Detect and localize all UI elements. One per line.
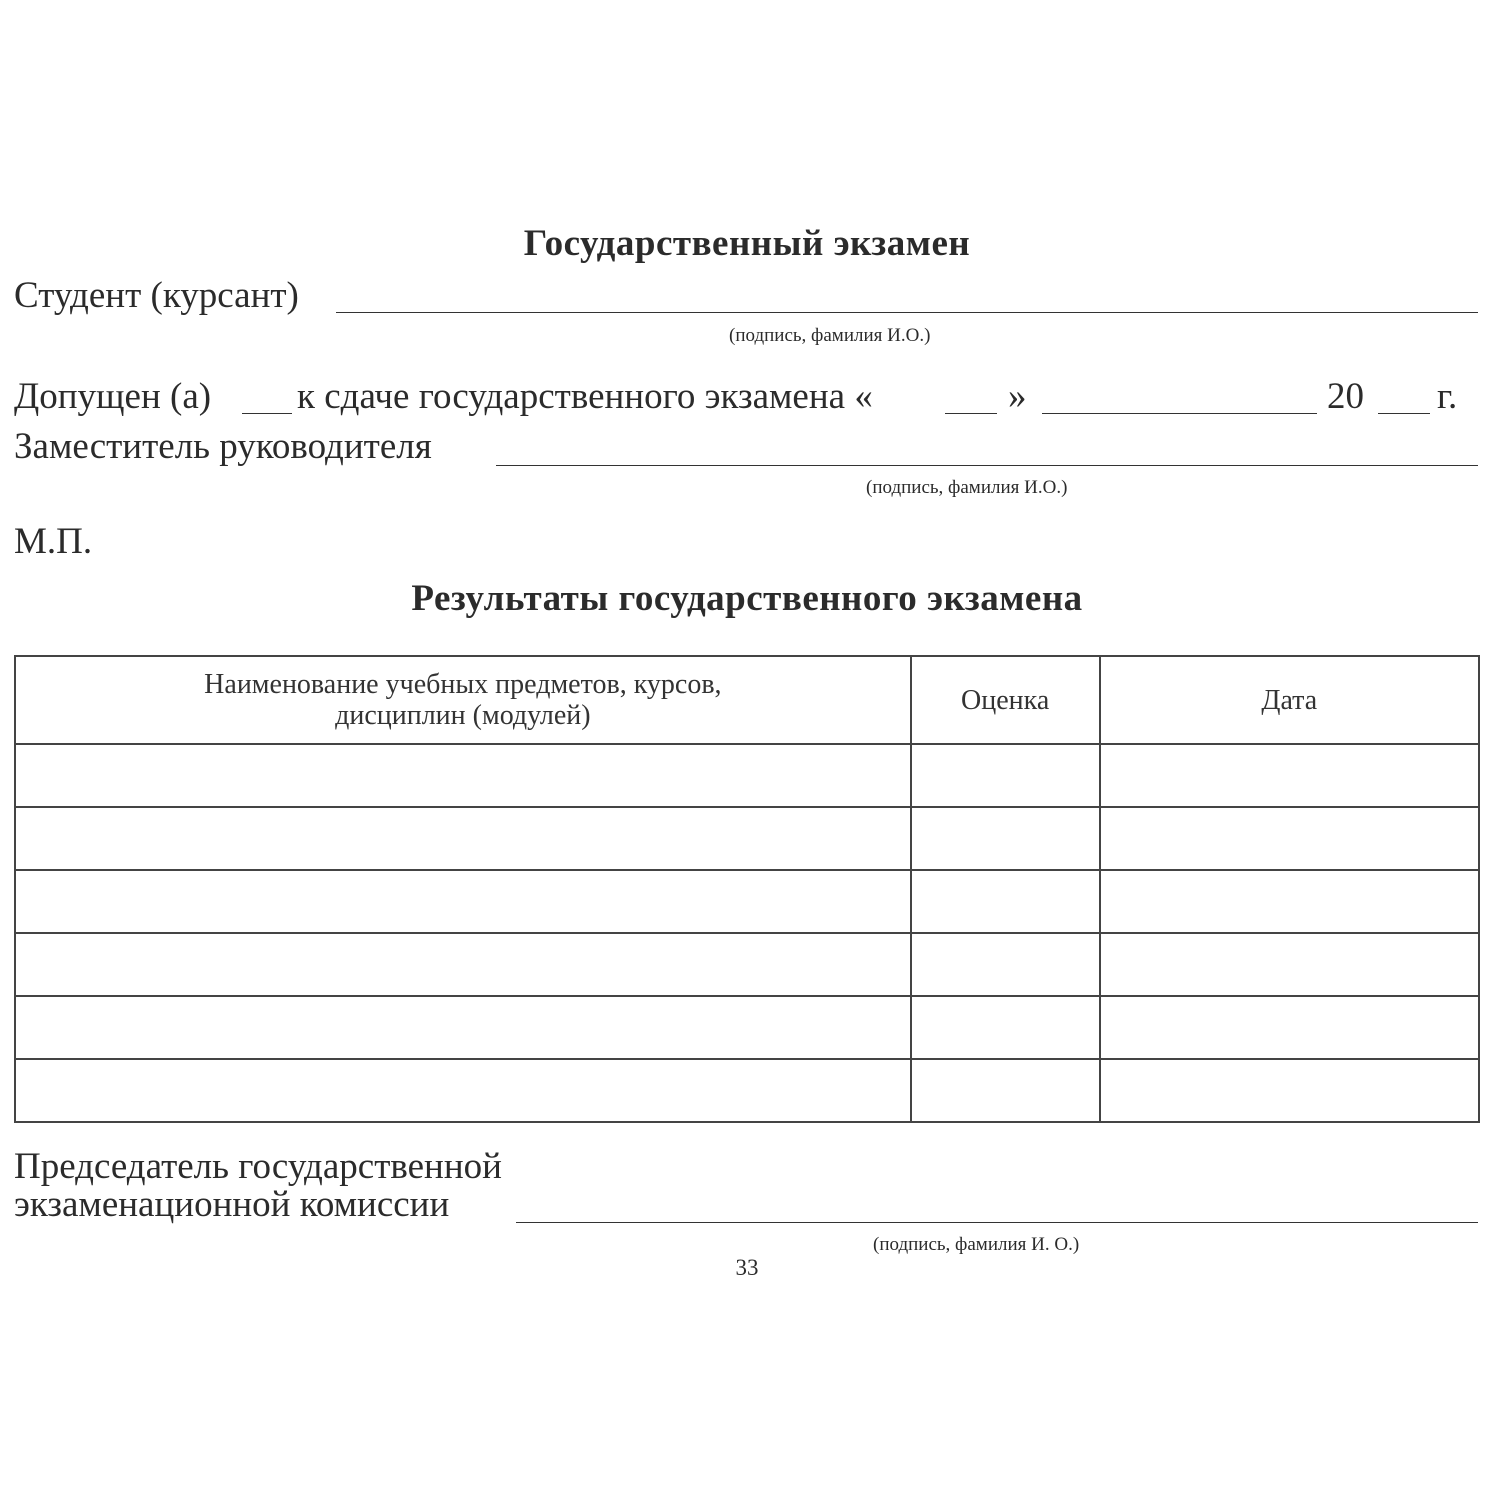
admission-year-prefix: 20 bbox=[1327, 376, 1364, 417]
table-row bbox=[15, 807, 1479, 870]
admission-exam-text: к сдаче государственного экзамена « bbox=[297, 376, 873, 417]
page-number: 33 bbox=[735, 1255, 759, 1280]
results-table bbox=[14, 655, 1480, 1123]
student-signature-caption: (подпись, фамилия И.О.) bbox=[729, 325, 931, 346]
date-cell[interactable] bbox=[1100, 1059, 1479, 1122]
column-header-subject: Наименование учебных предметов, курсов, дисциплин (модулей) bbox=[15, 656, 911, 744]
grade-cell[interactable] bbox=[911, 996, 1100, 1059]
table-row bbox=[15, 744, 1479, 807]
date-cell[interactable] bbox=[1100, 933, 1479, 996]
deputy-signature-line[interactable] bbox=[496, 465, 1478, 466]
column-header-date: Дата bbox=[1100, 656, 1479, 744]
results-title: Результаты государственного экзамена bbox=[411, 578, 1083, 619]
subject-cell[interactable] bbox=[15, 744, 911, 807]
admission-year-suffix: г. bbox=[1437, 376, 1458, 417]
subject-cell[interactable] bbox=[15, 996, 911, 1059]
deputy-label: Заместитель руководителя bbox=[14, 426, 432, 467]
date-cell[interactable] bbox=[1100, 870, 1479, 933]
grade-cell[interactable] bbox=[911, 744, 1100, 807]
date-cell[interactable] bbox=[1100, 807, 1479, 870]
column-header-grade: Оценка bbox=[911, 656, 1100, 744]
subject-cell[interactable] bbox=[15, 807, 911, 870]
deputy-signature-caption: (подпись, фамилия И.О.) bbox=[866, 477, 1068, 498]
subject-cell[interactable] bbox=[15, 1059, 911, 1122]
chairman-label-line2: экзаменационной комиссии bbox=[14, 1184, 450, 1225]
table-row bbox=[15, 1059, 1479, 1122]
date-cell[interactable] bbox=[1100, 744, 1479, 807]
chairman-signature-line[interactable] bbox=[516, 1222, 1478, 1223]
grade-cell[interactable] bbox=[911, 807, 1100, 870]
student-label: Студент (курсант) bbox=[14, 275, 299, 316]
admission-label: Допущен (а) bbox=[14, 376, 212, 417]
stamp-place-label: М.П. bbox=[14, 521, 93, 562]
admission-year-blank[interactable] bbox=[1378, 413, 1430, 414]
table-row bbox=[15, 996, 1479, 1059]
grade-cell[interactable] bbox=[911, 1059, 1100, 1122]
grade-cell[interactable] bbox=[911, 870, 1100, 933]
table-row bbox=[15, 933, 1479, 996]
student-signature-line[interactable] bbox=[336, 312, 1478, 313]
subject-cell[interactable] bbox=[15, 933, 911, 996]
chairman-signature-caption: (подпись, фамилия И. О.) bbox=[873, 1234, 1080, 1255]
results-header-row bbox=[15, 656, 1479, 744]
admission-quote-close: » bbox=[1008, 376, 1027, 417]
subject-cell[interactable] bbox=[15, 870, 911, 933]
date-cell[interactable] bbox=[1100, 996, 1479, 1059]
table-row bbox=[15, 870, 1479, 933]
admission-grade-blank[interactable] bbox=[242, 413, 292, 414]
admission-day-blank[interactable] bbox=[945, 413, 997, 414]
grade-cell[interactable] bbox=[911, 933, 1100, 996]
admission-month-blank[interactable] bbox=[1042, 413, 1317, 414]
chairman-label-line1: Председатель государственной bbox=[14, 1146, 502, 1187]
document-title: Государственный экзамен bbox=[523, 223, 971, 264]
